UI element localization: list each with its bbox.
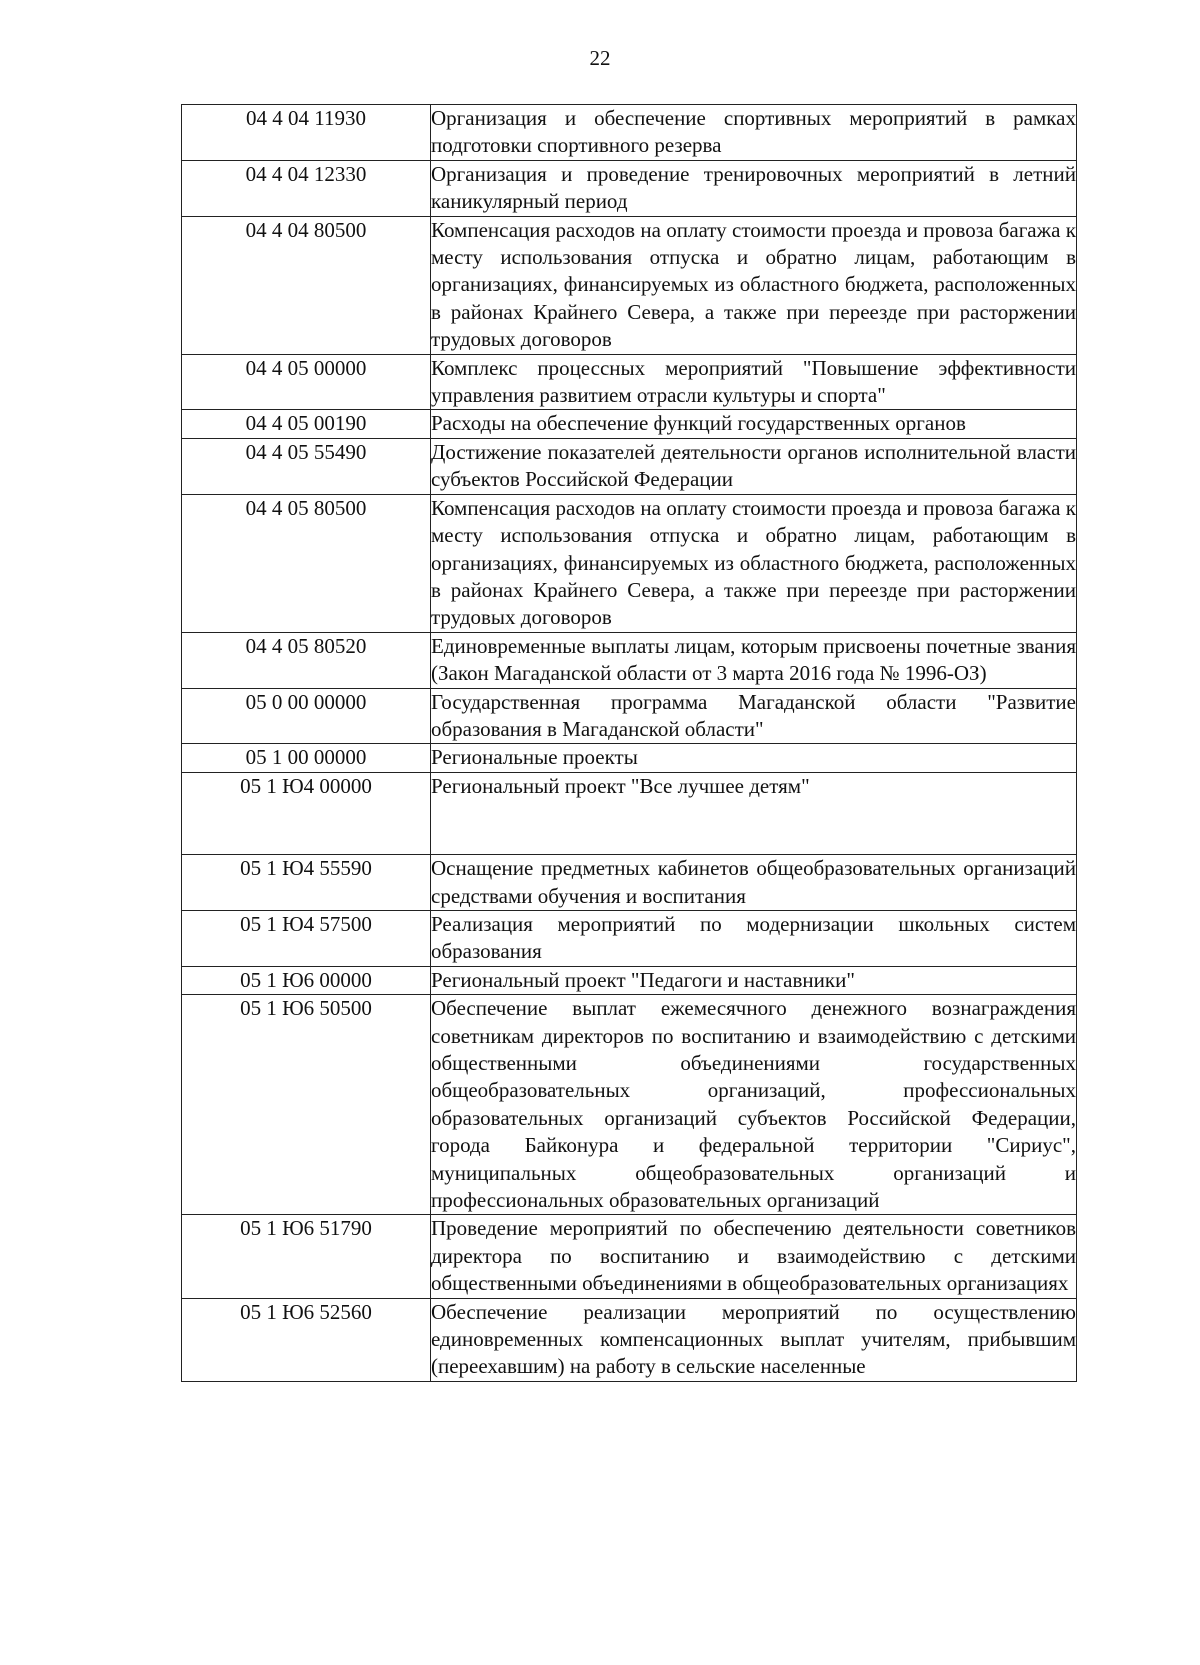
- table-row: [182, 438, 1077, 494]
- row-code: 04 4 05 80500: [182, 494, 431, 632]
- row-code: 04 4 05 55490: [182, 438, 431, 494]
- row-code: 05 1 Ю6 00000: [182, 966, 431, 994]
- table-row: [182, 216, 1077, 354]
- table-row: [182, 105, 1077, 161]
- table-row: [182, 688, 1077, 744]
- table-row: [182, 855, 1077, 911]
- row-code: 04 4 05 00190: [182, 410, 431, 438]
- row-code: 04 4 04 11930: [182, 105, 431, 161]
- table-row: [182, 744, 1077, 772]
- row-description: Компенсация расходов на оплату стоимости проезда и провоза багажа к месту использования отпуска и обратно лицам, работающим в организациях, финансируемых из областного бюджета, расположенных в районах Крайнего Севера, а также при переезде при расторжении трудовых договоров: [431, 494, 1077, 632]
- row-description: Достижение показателей деятельности органов исполнительной власти субъектов Российской Федерации: [431, 438, 1077, 494]
- row-description: Компенсация расходов на оплату стоимости проезда и провоза багажа к месту использования отпуска и обратно лицам, работающим в организациях, финансируемых из областного бюджета, расположенных в районах Крайнего Севера, а также при переезде при расторжении трудовых договоров: [431, 216, 1077, 354]
- row-description: Оснащение предметных кабинетов общеобразовательных организаций средствами обучения и воспитания: [431, 855, 1077, 911]
- row-description: Организация и проведение тренировочных мероприятий в летний каникулярный период: [431, 160, 1077, 216]
- row-description: Обеспечение выплат ежемесячного денежного вознаграждения советникам директоров по воспитанию и взаимодействию с детскими общественными объединениями государственных общеобразовательных организаций, профессиональных образовательных организаций субъектов Российской Федерации, города Байконура и федеральной территории "Сириус", муниципальных общеобразовательных организаций и профессиональных образовательных организаций: [431, 995, 1077, 1215]
- row-description: [431, 772, 1077, 854]
- table-row: [182, 160, 1077, 216]
- table-row: [182, 772, 1077, 854]
- table-row: [182, 632, 1077, 688]
- table-row: [182, 1298, 1077, 1381]
- table-row: [182, 995, 1077, 1215]
- row-code: 04 4 04 80500: [182, 216, 431, 354]
- row-description-text: Региональный проект "Все лучшее детям": [431, 773, 810, 798]
- row-code: 05 1 00 00000: [182, 744, 431, 772]
- page-number: 22: [589, 46, 611, 70]
- row-code: 04 4 05 00000: [182, 354, 431, 410]
- row-code: 05 1 Ю4 55590: [182, 855, 431, 911]
- table-row: [182, 494, 1077, 632]
- row-description: Организация и обеспечение спортивных мероприятий в рамках подготовки спортивного резерва: [431, 105, 1077, 161]
- table-row: [182, 354, 1077, 410]
- table-row: [182, 910, 1077, 966]
- row-description: Единовременные выплаты лицам, которым присвоены почетные звания (Закон Магаданской области от 3 марта 2016 года № 1996-ОЗ): [431, 632, 1077, 688]
- table-row: [182, 1215, 1077, 1298]
- row-description: Региональные проекты: [431, 744, 1077, 772]
- row-code: 05 0 00 00000: [182, 688, 431, 744]
- row-code: 05 1 Ю6 52560: [182, 1298, 431, 1381]
- row-description: Государственная программа Магаданской области "Развитие образования в Магаданской области": [431, 688, 1077, 744]
- row-description: Комплекс процессных мероприятий "Повышение эффективности управления развитием отрасли культуры и спорта": [431, 354, 1077, 410]
- row-code: 05 1 Ю6 51790: [182, 1215, 431, 1298]
- empty-space: [431, 800, 1076, 854]
- table-row: [182, 966, 1077, 994]
- row-description: Расходы на обеспечение функций государственных органов: [431, 410, 1077, 438]
- budget-table-container: [181, 104, 1077, 1382]
- table-row: [182, 410, 1077, 438]
- row-description: Проведение мероприятий по обеспечению деятельности советников директора по воспитанию и взаимодействию с детскими общественными объединениями в общеобразовательных организациях: [431, 1215, 1077, 1298]
- budget-classification-table: [181, 104, 1077, 1382]
- row-code: 04 4 04 12330: [182, 160, 431, 216]
- row-description: Обеспечение реализации мероприятий по осуществлению единовременных компенсационных выплат учителям, прибывшим (переехавшим) на работу в сельские населенные: [431, 1298, 1077, 1381]
- row-code: 04 4 05 80520: [182, 632, 431, 688]
- row-code: 05 1 Ю4 57500: [182, 910, 431, 966]
- row-description: Реализация мероприятий по модернизации школьных систем образования: [431, 910, 1077, 966]
- row-code: 05 1 Ю6 50500: [182, 995, 431, 1215]
- row-description: Региональный проект "Педагоги и наставники": [431, 966, 1077, 994]
- row-code: 05 1 Ю4 00000: [182, 772, 431, 854]
